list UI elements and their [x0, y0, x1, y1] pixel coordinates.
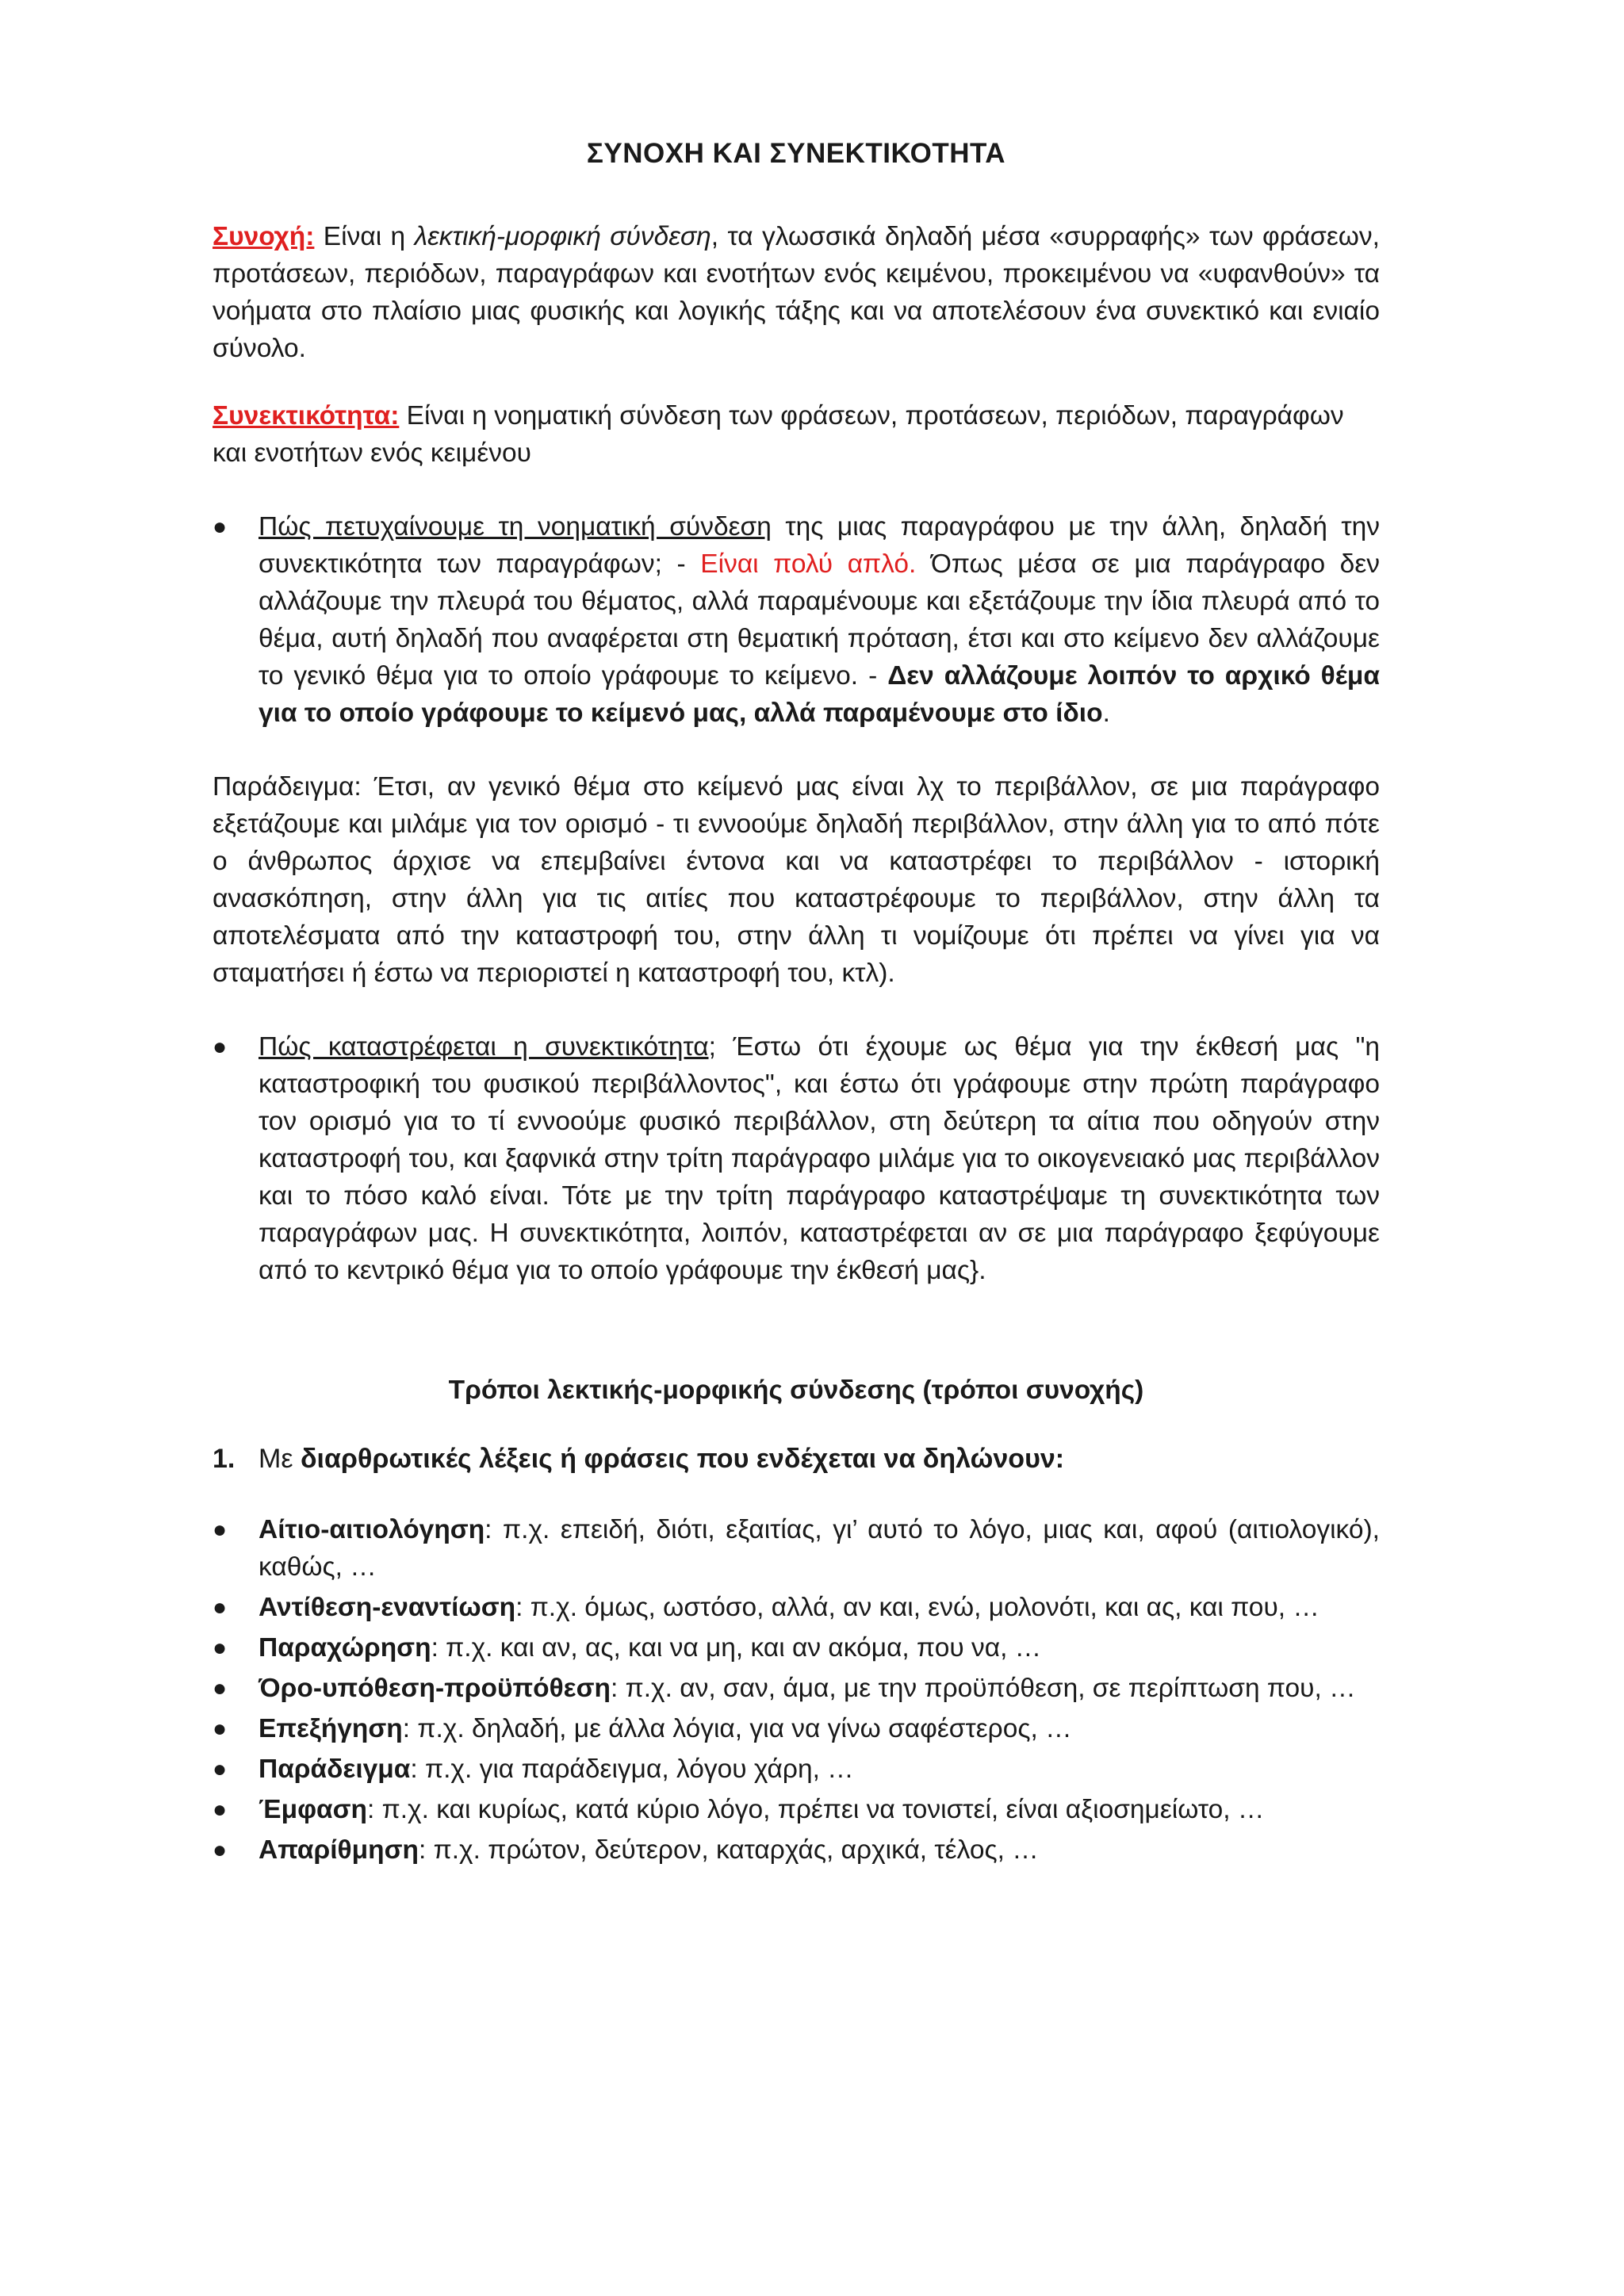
connectors-list	[213, 1511, 1380, 1869]
term-synoxi: Συνοχή:	[213, 222, 315, 251]
bullet-icon: ●	[213, 1594, 228, 1621]
list-item	[213, 1751, 1380, 1788]
list-text: : π.χ. για παράδειγμα, λόγου χάρη, …	[410, 1755, 854, 1784]
list-item	[213, 1670, 1380, 1707]
item-number: 1.	[213, 1444, 236, 1474]
list-item	[213, 1511, 1380, 1586]
list-item	[213, 1710, 1380, 1747]
list-text: : π.χ. αν, σαν, άμα, με την προϋπόθεση, σε περίπτωση που, …	[610, 1674, 1356, 1703]
bullet-icon: ●	[213, 1837, 228, 1863]
paragraph-text: .	[1102, 698, 1110, 728]
list-term: Παράδειγμα	[259, 1755, 411, 1784]
document-title: ΣΥΝΟΧΗ ΚΑΙ ΣΥΝΕΚΤΙΚΟΤΗΤΑ	[586, 138, 1006, 169]
list-term: Αντίθεση-εναντίωση	[259, 1593, 516, 1622]
list-item	[213, 1589, 1380, 1626]
term-synektikotita: Συνεκτικότητα:	[213, 401, 400, 430]
underlined-question: Πώς πετυχαίνουμε τη νοηματική σύνδεση	[259, 512, 772, 541]
paragraph-text: της μιας παραγράφου με την άλλη, δηλαδή την συνεκτικότητα των παραγράφων; -	[259, 512, 1380, 579]
red-highlight: Είναι πολύ απλό.	[700, 549, 917, 579]
list-term: Αίτιο-αιτιολόγηση	[259, 1515, 485, 1544]
list-text: : π.χ. επειδή, διότι, εξαιτίας, γι’ αυτό το λόγο, μιας και, αφού (αιτιολογικό), καθώς, …	[259, 1515, 1380, 1582]
definition-synoxi	[213, 218, 1380, 367]
bullet-icon: ●	[213, 1517, 228, 1543]
list-term: Επεξήγηση	[259, 1714, 403, 1743]
list-item	[213, 1629, 1380, 1667]
bullet-icon: ●	[213, 1675, 228, 1701]
list-item	[213, 1831, 1380, 1869]
definition-italic: λεκτική-μορφική σύνδεση	[414, 222, 711, 251]
definition-synektikotita	[213, 397, 1380, 472]
list-text: : π.χ. όμως, ωστόσο, αλλά, αν και, ενώ, μολονότι, και ας, και που, …	[515, 1593, 1320, 1622]
list-term: Έμφαση	[259, 1795, 368, 1824]
paragraph-text: Έστω ότι έχουμε ως θέμα για την έκθεσή μας "η καταστροφική του φυσικού περιβάλλοντος", και έστω ότι γράφουμε στην πρώτη παράγραφο τον ορισμό για το τί εννοούμε φυσικό περιβάλλον, στη δεύτερη τα αίτια που οδηγούν στην καταστροφή του, και ξαφνικά στην τρίτη παράγραφο μιλάμε για το οικογενειακό μας περιβάλλον και το πόσο καλό είναι. Τότε με την τρίτη παράγραφο καταστρέψαμε τη συνεκτικότητα των παραγράφων μας. Η συνεκτικότητα, λοιπόν, καταστρέφεται αν σε μια παράγραφο ξεφύγουμε από το κεντρικό θέμα για το οποίο γράφουμε την έκθεσή μας}.	[259, 1032, 1380, 1285]
document-page	[213, 135, 1380, 1872]
list-text: : π.χ. δηλαδή, με άλλα λόγια, για να γίνω σαφέστερος, …	[402, 1714, 1072, 1743]
list-text: : π.χ. πρώτον, δεύτερον, καταρχάς, αρχικά, τέλος, …	[418, 1835, 1039, 1865]
numbered-text: Με	[259, 1444, 301, 1474]
bullet-icon: ●	[213, 1635, 228, 1661]
list-text: : π.χ. και αν, ας, και να μη, και αν ακόμα, που να, …	[431, 1633, 1042, 1663]
list-item	[213, 1791, 1380, 1828]
bullet-paragraph-how-to-achieve	[213, 508, 1380, 732]
numbered-bold-text: διαρθρωτικές λέξεις ή φράσεις που ενδέχεται να δηλώνουν:	[300, 1444, 1065, 1474]
section-subtitle: Τρόποι λεκτικής-μορφικής σύνδεσης (τρόποι συνοχής)	[448, 1376, 1144, 1405]
bullet-icon: ●	[213, 1756, 228, 1782]
bullet-icon: ●	[213, 1797, 228, 1823]
bullet-icon: ●	[213, 1716, 228, 1742]
list-term: Απαρίθμηση	[259, 1835, 419, 1865]
list-text: : π.χ. και κυρίως, κατά κύριο λόγο, πρέπει να τονιστεί, είναι αξιοσημείωτο, …	[367, 1795, 1265, 1824]
numbered-item	[213, 1441, 1380, 1478]
definition-text: Είναι η	[314, 222, 415, 251]
list-term: Παραχώρηση	[259, 1633, 431, 1663]
list-term: Όρο-υπόθεση-προϋπόθεση	[259, 1674, 611, 1703]
bullet-icon: ●	[213, 514, 228, 540]
bullet-icon: ●	[213, 1034, 228, 1060]
example-paragraph: Παράδειγμα: Έτσι, αν γενικό θέμα στο κείμενό μας είναι λχ το περιβάλλον, σε μια παράγραφο εξετάζουμε και μιλάμε για τον ορισμό - τι εννοούμε δηλαδή περιβάλλον, στην άλλη για το από πότε ο άνθρωπος άρχισε να επεμβαίνει έντονα και να καταστρέφει το περιβάλλον - ιστορική ανασκόπηση, στην άλλη για τις αιτίες που καταστρέφουμε το περιβάλλον, στην άλλη τα αποτελέσματα από την καταστροφή του, στην άλλη τι νομίζουμε ότι πρέπει να γίνει για να σταματήσει ή έστω να περιοριστεί η καταστροφή του, κτλ).	[213, 772, 1380, 988]
bold-statement: Δεν αλλάζουμε λοιπόν το αρχικό θέμα για το οποίο γράφουμε το κείμενό μας, αλλά παραμένουμε στο ίδιο	[259, 661, 1380, 728]
paragraph-text: Όπως μέσα σε μια παράγραφο δεν αλλάζουμε την πλευρά του θέματος, αλλά παραμένουμε και εξετάζουμε την ίδια πλευρά από το θέμα, αυτή δηλαδή που αναφέρεται στη θεματική πρόταση, έτσι και στο κείμενο δεν αλλάζουμε το γενικό θέμα για το οποίο γράφουμε το κείμενο. -	[259, 549, 1381, 691]
underlined-question: Πώς καταστρέφεται η συνεκτικότητα;	[259, 1032, 716, 1062]
definition-text: , τα γλωσσικά δηλαδή μέσα «συρραφής» των φράσεων, προτάσεων, περιόδων, παραγράφων και ενοτήτων ενός κειμένου, προκειμένου να «υφανθούν» τα νοήματα στο πλαίσιο μιας φυσικής και λογικής τάξης και να αποτελέσουν ένα συνεκτικό και ενιαίο σύνολο.	[213, 222, 1380, 363]
bullet-paragraph-how-destroyed	[213, 1028, 1380, 1289]
definition-text: Είναι η νοηματική σύνδεση των φράσεων, προτάσεων, περιόδων, παραγράφων και ενοτήτων ενός κειμένου	[213, 401, 1344, 468]
